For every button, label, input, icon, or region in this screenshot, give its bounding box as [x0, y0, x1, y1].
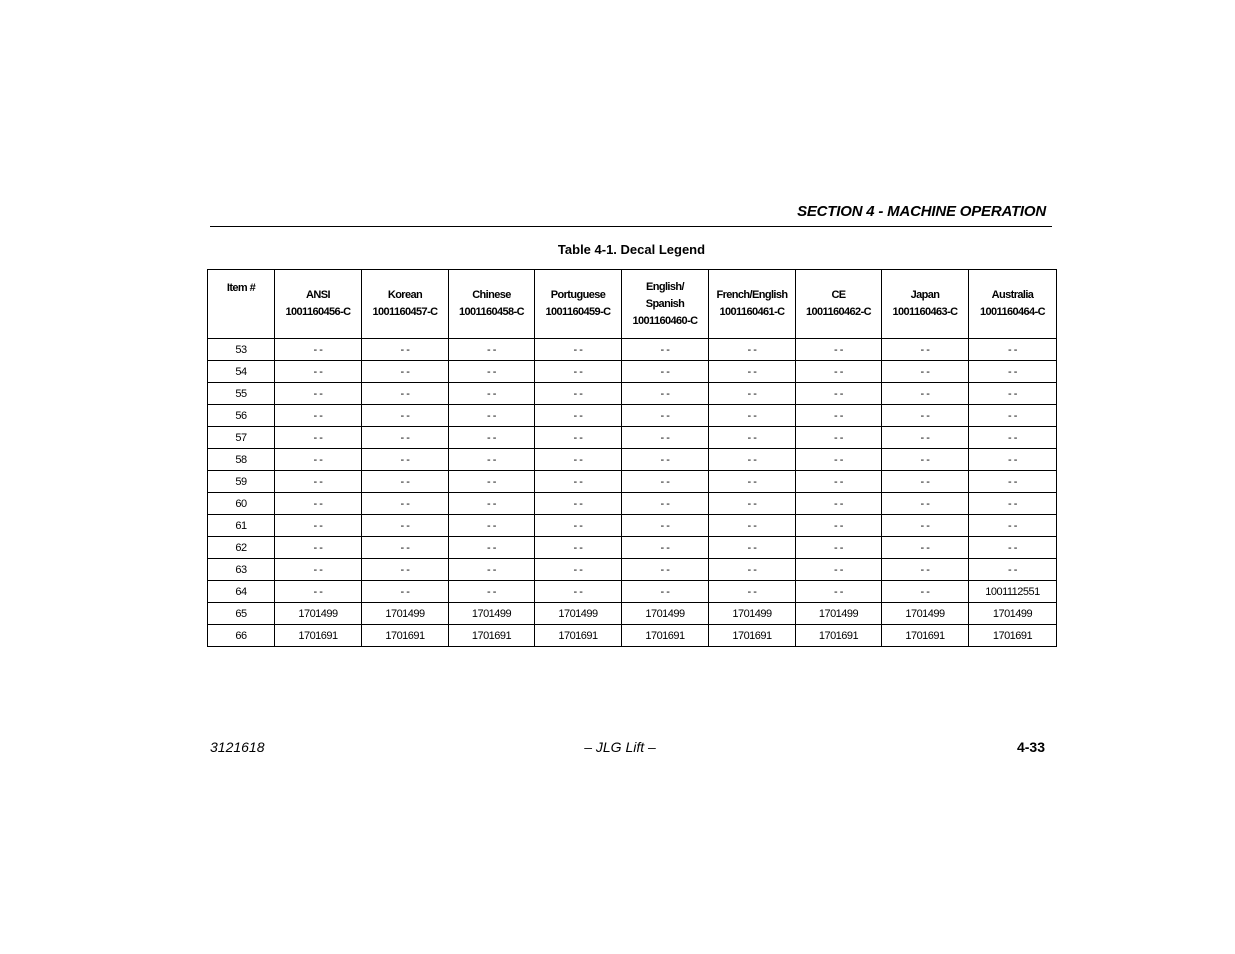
decal-part-cell: - - — [535, 493, 622, 515]
decal-part-cell: - - — [622, 361, 709, 383]
header-line: CE — [831, 289, 846, 301]
decal-part-cell: - - — [535, 537, 622, 559]
decal-part-cell: - - — [709, 581, 796, 603]
decal-part-cell: - - — [796, 383, 882, 405]
decal-part-cell: - - — [882, 405, 969, 427]
header-line: 1001160457-C — [372, 306, 438, 318]
decal-part-cell: - - — [709, 339, 796, 361]
table-row — [208, 449, 1057, 471]
decal-part-cell: - - — [882, 559, 969, 581]
decal-part-cell: - - — [362, 515, 449, 537]
section-title: SECTION 4 - MACHINE OPERATION — [797, 203, 1046, 220]
decal-part-cell: - - — [969, 383, 1057, 405]
decal-part-cell: - - — [275, 449, 362, 471]
decal-part-cell: - - — [622, 559, 709, 581]
decal-part-cell: - - — [969, 405, 1057, 427]
decal-part-cell: 1701499 — [449, 603, 535, 625]
decal-legend-table — [207, 269, 1057, 647]
decal-part-cell: - - — [362, 471, 449, 493]
decal-part-cell: - - — [709, 383, 796, 405]
decal-part-cell: - - — [969, 559, 1057, 581]
decal-part-cell: 1001112551 — [969, 581, 1057, 603]
decal-part-cell: - - — [362, 383, 449, 405]
header-line: 1001160461-C — [719, 306, 785, 318]
decal-part-cell: - - — [796, 537, 882, 559]
column-header-item — [208, 270, 275, 339]
column-header-ce — [796, 270, 882, 339]
decal-part-cell: - - — [449, 339, 535, 361]
item-number-cell: 53 — [208, 339, 275, 361]
item-number-cell: 56 — [208, 405, 275, 427]
decal-part-cell: - - — [882, 383, 969, 405]
decal-part-cell: - - — [709, 471, 796, 493]
decal-part-cell: - - — [449, 537, 535, 559]
decal-part-cell: - - — [709, 559, 796, 581]
item-number-cell: 57 — [208, 427, 275, 449]
table-row — [208, 339, 1057, 361]
decal-part-cell: - - — [362, 339, 449, 361]
header-line: Australia — [991, 289, 1034, 301]
column-header-chinese — [449, 270, 535, 339]
decal-part-cell: - - — [709, 405, 796, 427]
table-row — [208, 625, 1057, 647]
decal-part-cell: - - — [882, 427, 969, 449]
header-line: Spanish — [645, 297, 685, 310]
decal-part-cell: - - — [622, 339, 709, 361]
decal-part-cell: 1701691 — [362, 625, 449, 647]
decal-part-cell: - - — [449, 581, 535, 603]
column-header-ansi — [275, 270, 362, 339]
header-line: Japan — [910, 289, 940, 301]
decal-part-cell: - - — [622, 383, 709, 405]
item-number-cell: 61 — [208, 515, 275, 537]
table-body — [208, 339, 1057, 647]
decal-part-cell: - - — [622, 449, 709, 471]
table-row — [208, 603, 1057, 625]
item-number-cell: 58 — [208, 449, 275, 471]
decal-part-cell: 1701691 — [275, 625, 362, 647]
decal-part-cell: - - — [709, 449, 796, 471]
decal-part-cell: - - — [362, 427, 449, 449]
decal-part-cell: - - — [622, 515, 709, 537]
decal-part-cell: - - — [535, 427, 622, 449]
decal-part-cell: - - — [362, 361, 449, 383]
decal-part-cell: - - — [622, 493, 709, 515]
decal-part-cell: - - — [969, 493, 1057, 515]
decal-part-cell: - - — [275, 383, 362, 405]
decal-part-cell: 1701499 — [535, 603, 622, 625]
decal-part-cell: 1701691 — [796, 625, 882, 647]
table-header-row — [208, 270, 1057, 339]
header-line: French/English — [716, 289, 788, 301]
decal-part-cell: - - — [709, 515, 796, 537]
decal-part-cell: - - — [535, 339, 622, 361]
decal-part-cell: - - — [275, 427, 362, 449]
header-line: ANSI — [306, 289, 330, 301]
decal-part-cell: - - — [969, 449, 1057, 471]
decal-part-cell: - - — [535, 449, 622, 471]
decal-part-cell: - - — [449, 405, 535, 427]
decal-part-cell: 1701499 — [709, 603, 796, 625]
decal-part-cell: - - — [449, 383, 535, 405]
item-number-cell: 62 — [208, 537, 275, 559]
page-number: 4-33 — [1016, 739, 1045, 755]
decal-part-cell: - - — [362, 581, 449, 603]
decal-part-cell: - - — [449, 471, 535, 493]
column-header-korean — [362, 270, 449, 339]
decal-part-cell: - - — [535, 559, 622, 581]
table-row — [208, 493, 1057, 515]
item-number-cell: 55 — [208, 383, 275, 405]
decal-part-cell: - - — [796, 361, 882, 383]
decal-part-cell: - - — [796, 493, 882, 515]
decal-part-cell: - - — [362, 537, 449, 559]
header-line: Item # — [226, 282, 256, 294]
header-line: 1001160462-C — [806, 306, 871, 318]
decal-part-cell: 1701691 — [535, 625, 622, 647]
column-header-japan — [882, 270, 969, 339]
decal-part-cell: 1701691 — [622, 625, 709, 647]
decal-part-cell: - - — [709, 537, 796, 559]
footer-brand: – JLG Lift – — [584, 739, 656, 755]
header-line: Portuguese — [550, 289, 606, 301]
decal-part-cell: - - — [535, 515, 622, 537]
decal-part-cell: - - — [449, 449, 535, 471]
decal-part-cell: - - — [882, 361, 969, 383]
decal-part-cell: - - — [275, 405, 362, 427]
item-number-cell: 63 — [208, 559, 275, 581]
table-title: Table 4-1. Decal Legend — [557, 242, 706, 257]
decal-part-cell: - - — [969, 339, 1057, 361]
decal-part-cell: - - — [535, 361, 622, 383]
decal-part-cell: - - — [796, 471, 882, 493]
decal-part-cell: - - — [969, 537, 1057, 559]
decal-part-cell: - - — [449, 559, 535, 581]
decal-part-cell: - - — [969, 361, 1057, 383]
decal-part-cell: - - — [882, 581, 969, 603]
header-line: Korean — [387, 289, 423, 301]
table-row — [208, 559, 1057, 581]
decal-part-cell: - - — [969, 471, 1057, 493]
item-number-cell: 54 — [208, 361, 275, 383]
table-row — [208, 581, 1057, 603]
table-row — [208, 361, 1057, 383]
item-number-cell: 59 — [208, 471, 275, 493]
decal-part-cell: - - — [882, 471, 969, 493]
table-row — [208, 383, 1057, 405]
document-number: 3121618 — [210, 739, 265, 755]
decal-part-cell: - - — [275, 493, 362, 515]
decal-part-cell: - - — [796, 405, 882, 427]
decal-part-cell: 1701499 — [275, 603, 362, 625]
decal-part-cell: 1701691 — [882, 625, 969, 647]
column-header-french-english — [709, 270, 796, 339]
item-number-cell: 64 — [208, 581, 275, 603]
decal-part-cell: - - — [709, 361, 796, 383]
table-row — [208, 471, 1057, 493]
decal-part-cell: - - — [275, 361, 362, 383]
decal-part-cell: 1701691 — [449, 625, 535, 647]
header-rule — [210, 226, 1052, 227]
table-row — [208, 405, 1057, 427]
decal-part-cell: - - — [882, 339, 969, 361]
decal-part-cell: - - — [362, 559, 449, 581]
header-line: 1001160463-C — [892, 306, 958, 318]
column-header-english-spanish — [622, 270, 709, 339]
decal-part-cell: - - — [796, 559, 882, 581]
decal-part-cell: - - — [362, 405, 449, 427]
decal-part-cell: - - — [622, 537, 709, 559]
table-row — [208, 537, 1057, 559]
header-line: Chinese — [472, 289, 511, 301]
decal-part-cell: 1701499 — [622, 603, 709, 625]
decal-part-cell: - - — [796, 449, 882, 471]
header-line: 1001160458-C — [459, 306, 524, 318]
table-row — [208, 427, 1057, 449]
item-number-cell: 66 — [208, 625, 275, 647]
decal-part-cell: - - — [275, 471, 362, 493]
decal-part-cell: - - — [969, 515, 1057, 537]
decal-part-cell: - - — [709, 427, 796, 449]
table-row — [208, 515, 1057, 537]
decal-part-cell: 1701499 — [796, 603, 882, 625]
decal-part-cell: - - — [535, 405, 622, 427]
decal-part-cell: - - — [449, 493, 535, 515]
decal-part-cell: - - — [969, 427, 1057, 449]
decal-part-cell: - - — [882, 537, 969, 559]
item-number-cell: 60 — [208, 493, 275, 515]
decal-part-cell: - - — [535, 471, 622, 493]
decal-part-cell: - - — [796, 581, 882, 603]
decal-part-cell: - - — [622, 427, 709, 449]
header-line: 1001160459-C — [545, 306, 611, 318]
decal-part-cell: 1701499 — [362, 603, 449, 625]
decal-part-cell: - - — [622, 581, 709, 603]
header-line: English/ — [646, 280, 684, 293]
decal-part-cell: - - — [796, 427, 882, 449]
decal-part-cell: - - — [535, 383, 622, 405]
decal-part-cell: - - — [275, 581, 362, 603]
decal-part-cell: - - — [882, 515, 969, 537]
decal-part-cell: - - — [362, 449, 449, 471]
decal-part-cell: - - — [275, 339, 362, 361]
decal-part-cell: - - — [882, 493, 969, 515]
decal-part-cell: - - — [709, 493, 796, 515]
decal-part-cell: - - — [275, 515, 362, 537]
item-number-cell: 65 — [208, 603, 275, 625]
decal-part-cell: - - — [449, 515, 535, 537]
decal-part-cell: - - — [796, 515, 882, 537]
header-line: 1001160456-C — [285, 306, 351, 318]
decal-part-cell: - - — [796, 339, 882, 361]
column-header-portuguese — [535, 270, 622, 339]
decal-part-cell: - - — [622, 405, 709, 427]
decal-part-cell: 1701499 — [882, 603, 969, 625]
decal-part-cell: 1701499 — [969, 603, 1057, 625]
column-header-australia — [969, 270, 1057, 339]
decal-part-cell: - - — [449, 361, 535, 383]
decal-part-cell: - - — [535, 581, 622, 603]
decal-part-cell: 1701691 — [709, 625, 796, 647]
decal-part-cell: - - — [449, 427, 535, 449]
decal-part-cell: - - — [275, 537, 362, 559]
decal-part-cell: - - — [362, 493, 449, 515]
decal-part-cell: - - — [275, 559, 362, 581]
header-line: 1001160460-C — [632, 314, 698, 327]
decal-part-cell: 1701691 — [969, 625, 1057, 647]
decal-part-cell: - - — [882, 449, 969, 471]
header-line: 1001160464-C — [980, 306, 1045, 318]
decal-part-cell: - - — [622, 471, 709, 493]
